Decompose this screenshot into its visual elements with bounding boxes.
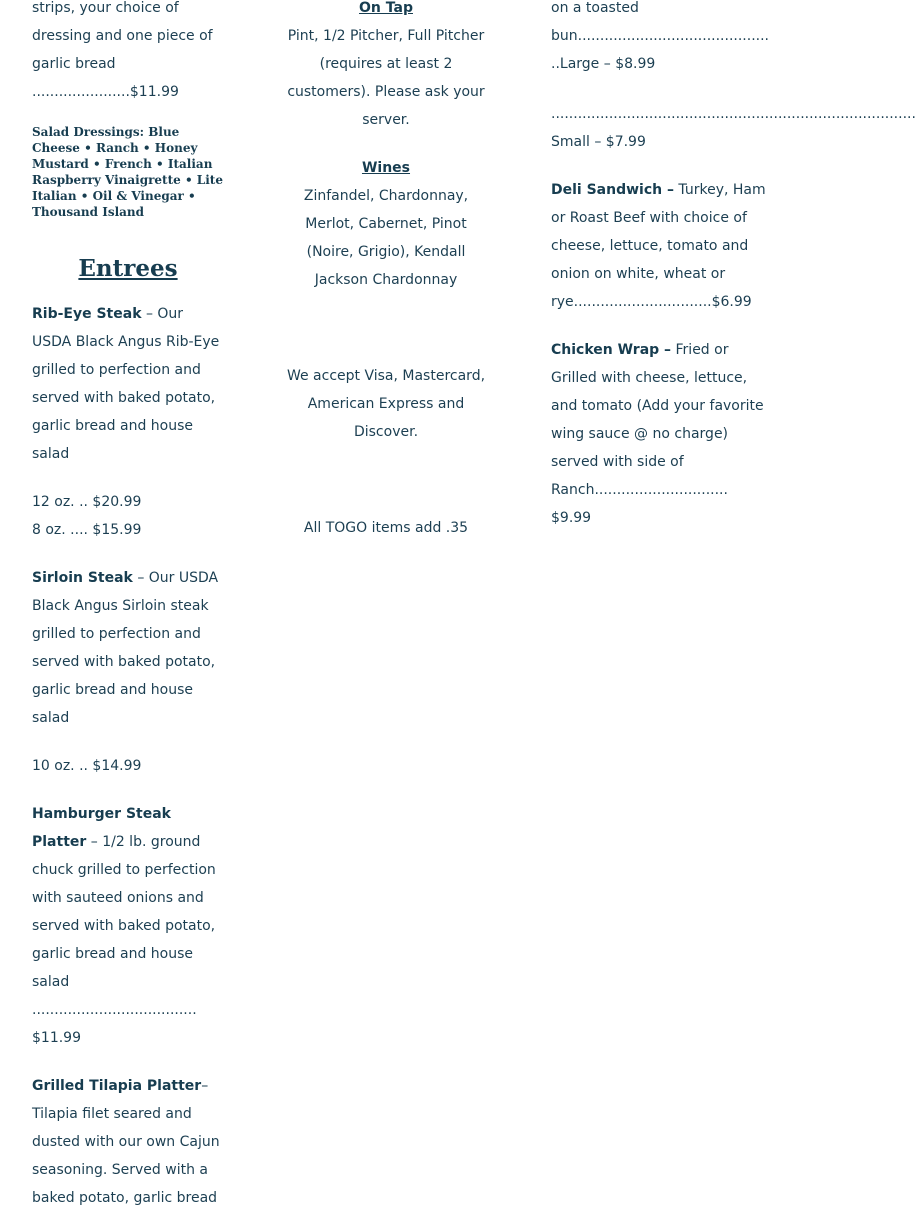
- deli-sandwich-description: Turkey, Ham or Roast Beef with choice of cheese, lettuce, tomato and onion on white, wheat or rye...............................$6.99: [551, 182, 766, 310]
- ribeye-item: [32, 300, 224, 468]
- hamburger-steak-name: Hamburger Steak Platter: [32, 806, 171, 850]
- ribeye-price-12oz: 12 oz. .. $20.99: [32, 494, 142, 510]
- hamburger-steak-description: – 1/2 lb. ground chuck grilled to perfection with sauteed onions and served with baked potato, garlic bread and house salad ..................................... $11.99: [32, 834, 216, 1046]
- on-tap-text: Pint, 1/2 Pitcher, Full Pitcher (requires at least 2 customers). Please ask your server.: [287, 28, 485, 128]
- sirloin-item: [32, 564, 224, 732]
- dotted-leader: ..................................................................................: [551, 106, 916, 122]
- tilapia-description: – Tilapia filet seared and dusted with our own Cajun seasoning. Served with a baked potato, garlic bread: [32, 1078, 220, 1206]
- on-tap-heading: On Tap: [359, 0, 413, 16]
- sirloin-price: 10 oz. .. $14.99: [32, 758, 142, 774]
- wines-text: Zinfandel, Chardonnay, Merlot, Cabernet, Pinot (Noire, Grigio), Kendall Jackson Chardonnay: [303, 188, 469, 288]
- deli-sandwich-item: [551, 176, 772, 316]
- salad-description-tail: strips, your choice of dressing and one piece of garlic bread ......................$11.99: [32, 0, 213, 100]
- burger-description-tail: on a toasted bun.............................................Large – $8.99: [551, 0, 769, 72]
- payment-cards-note: We accept Visa, Mastercard, American Express and Discover.: [286, 368, 486, 440]
- ribeye-price-8oz: 8 oz. .... $15.99: [32, 522, 142, 538]
- on-tap-section: [286, 0, 486, 134]
- entrees-heading: Entrees: [78, 255, 178, 282]
- chicken-wrap-name: Chicken Wrap –: [551, 342, 672, 358]
- deli-sandwich-name: Deli Sandwich –: [551, 182, 674, 198]
- hamburger-steak-item: [32, 800, 224, 1052]
- middle-column: [286, 0, 486, 562]
- salad-dressings-list: Salad Dressings: Blue Cheese • Ranch • Honey Mustard • French • Italian Raspberry Vinaigrette • Lite Italian • Oil & Vinegar • Thousand Island: [32, 125, 223, 219]
- wines-heading: Wines: [361, 160, 411, 176]
- togo-note: All TOGO items add .35: [303, 520, 469, 536]
- wines-section: [286, 154, 486, 294]
- ribeye-description: – Our USDA Black Angus Rib-Eye grilled to perfection and served with baked potato, garlic bread and house salad: [32, 306, 220, 462]
- small-price: Small – $7.99: [551, 134, 646, 150]
- sirloin-name: Sirloin Steak: [32, 570, 133, 586]
- left-column: [32, 0, 224, 1232]
- chicken-wrap-item: [551, 336, 772, 532]
- tilapia-item: [32, 1072, 224, 1212]
- tilapia-name: Grilled Tilapia Platter: [32, 1078, 202, 1094]
- chicken-wrap-description: Fried or Grilled with cheese, lettuce, and tomato (Add your favorite wing sauce @ no charge) served with side of Ranch.............................. $9.99: [551, 342, 764, 526]
- ribeye-prices: [32, 488, 224, 544]
- sirloin-description: – Our USDA Black Angus Sirloin steak grilled to perfection and served with baked potato, garlic bread and house salad: [32, 570, 219, 726]
- ribeye-name: Rib-Eye Steak: [32, 306, 142, 322]
- right-column: [551, 0, 916, 552]
